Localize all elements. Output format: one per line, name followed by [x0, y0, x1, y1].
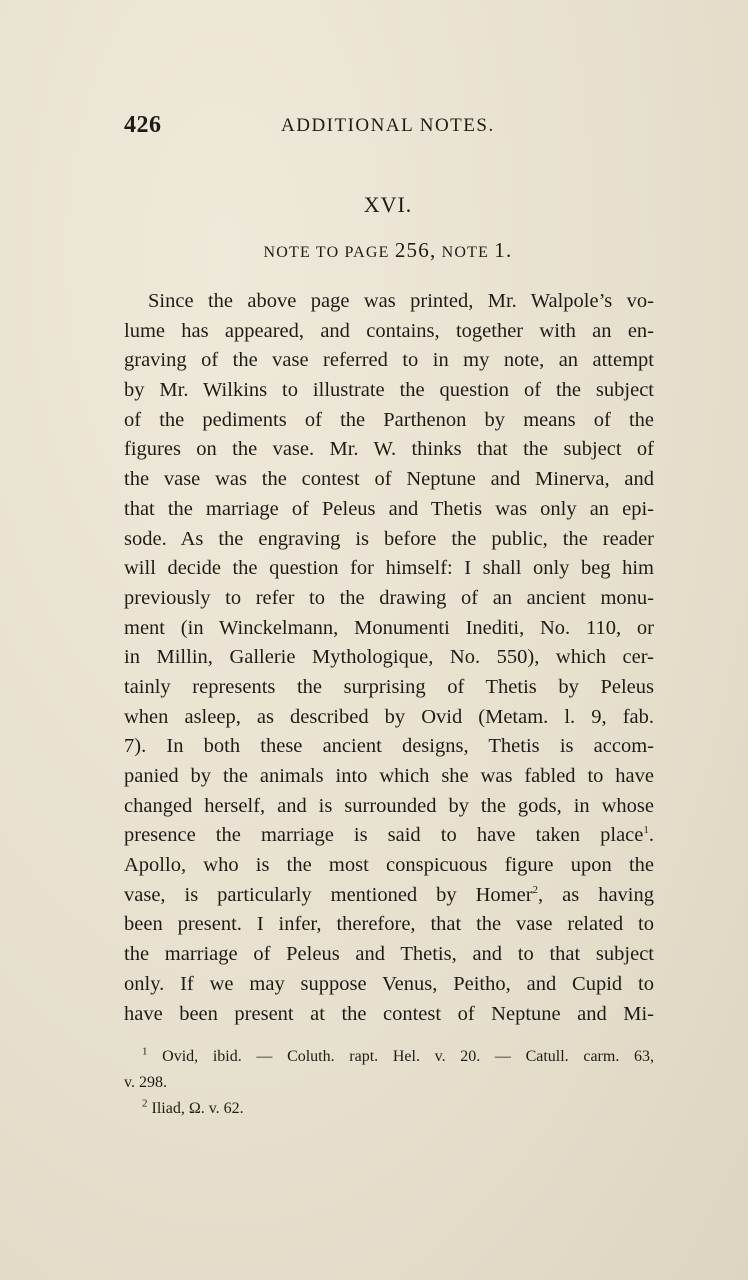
text-line: graving of the vase referred to in my note, an attempt	[124, 349, 654, 372]
text-line: that the marriage of Peleus and Thetis was only an epi-	[124, 497, 654, 520]
text-line: 7). In both these ancient designs, Thetis is accom-	[124, 735, 654, 758]
text-line: ment (in Winckelmann, Monumenti Inediti, No. 110, or	[124, 616, 654, 639]
footnote-1	[124, 1044, 654, 1070]
page-number: 426	[124, 112, 162, 138]
text-line: sode. As the engraving is before the public, the reader	[124, 527, 654, 550]
text-line	[124, 821, 654, 851]
text-line: changed herself, and is surrounded by the gods, in whose	[124, 794, 654, 817]
text-line-segment: presence the marriage is said to have taken place	[124, 824, 644, 847]
text-line: been present. I infer, therefore, that the vase related to	[124, 913, 654, 936]
text-line: only. If we may suppose Venus, Peitho, and Cupid to	[124, 972, 654, 995]
footnote-1-cont: v. 298.	[124, 1074, 167, 1091]
footnote-2	[124, 1096, 654, 1122]
footnote-mark: 2	[142, 1097, 148, 1110]
footnote-ref-1: 1	[643, 824, 649, 837]
text-line-tail: , as having	[538, 883, 654, 906]
note-number: 1.	[494, 238, 513, 262]
text-line: by Mr. Wilkins to illustrate the question of the subject	[124, 379, 654, 402]
text-line: previously to refer to the drawing of an ancient monu-	[124, 586, 654, 609]
note-subheading	[0, 238, 748, 263]
text-line	[124, 881, 654, 911]
note-word: NOTE	[441, 244, 490, 261]
text-line: Apollo, who is the most conspicuous figure upon the	[124, 854, 654, 877]
text-line-segment: vase, is particularly mentioned by Homer	[124, 883, 533, 906]
text-line: panied by the animals into which she was fabled to have	[124, 765, 654, 787]
text-line: when asleep, as described by Ovid (Metam. l. 9, fab.	[124, 705, 654, 728]
text-line: will decide the question for himself: I shall only beg him	[124, 557, 654, 580]
text-line: the marriage of Peleus and Thetis, and to that subject	[124, 943, 654, 966]
footnotes	[124, 1044, 654, 1122]
note-page: 256,	[394, 238, 437, 262]
footnote-text: Iliad, Ω. v. 62.	[151, 1100, 244, 1117]
note-prefix: NOTE TO PAGE	[263, 244, 390, 261]
text-line: the vase was the contest of Neptune and Minerva, and	[124, 468, 654, 491]
body-text	[124, 287, 654, 1029]
text-line: figures on the vase. Mr. W. thinks that the subject of	[124, 438, 654, 461]
text-line: in Millin, Gallerie Mythologique, No. 550), which cer-	[124, 646, 654, 669]
footnote-mark: 1	[142, 1045, 148, 1058]
text-line: have been present at the contest of Neptune and Mi-	[124, 1002, 654, 1025]
footnote-text: Ovid, ibid. — Coluth. rapt. Hel. v. 20. — Catull. carm. 63,	[162, 1048, 654, 1065]
text-line: of the pediments of the Parthenon by means of the	[124, 408, 654, 431]
text-line: tainly represents the surprising of Thetis by Peleus	[124, 675, 654, 698]
text-line-tail: .	[648, 824, 654, 847]
page-header	[124, 112, 664, 142]
running-title: ADDITIONAL NOTES.	[281, 115, 495, 136]
text-line: lume has appeared, and contains, together with an en-	[124, 319, 654, 342]
footnote-ref-2: 2	[532, 883, 539, 896]
section-numeral: XVI.	[363, 192, 413, 217]
text-line: Since the above page was printed, Mr. Walpole’s vo-	[148, 290, 654, 312]
